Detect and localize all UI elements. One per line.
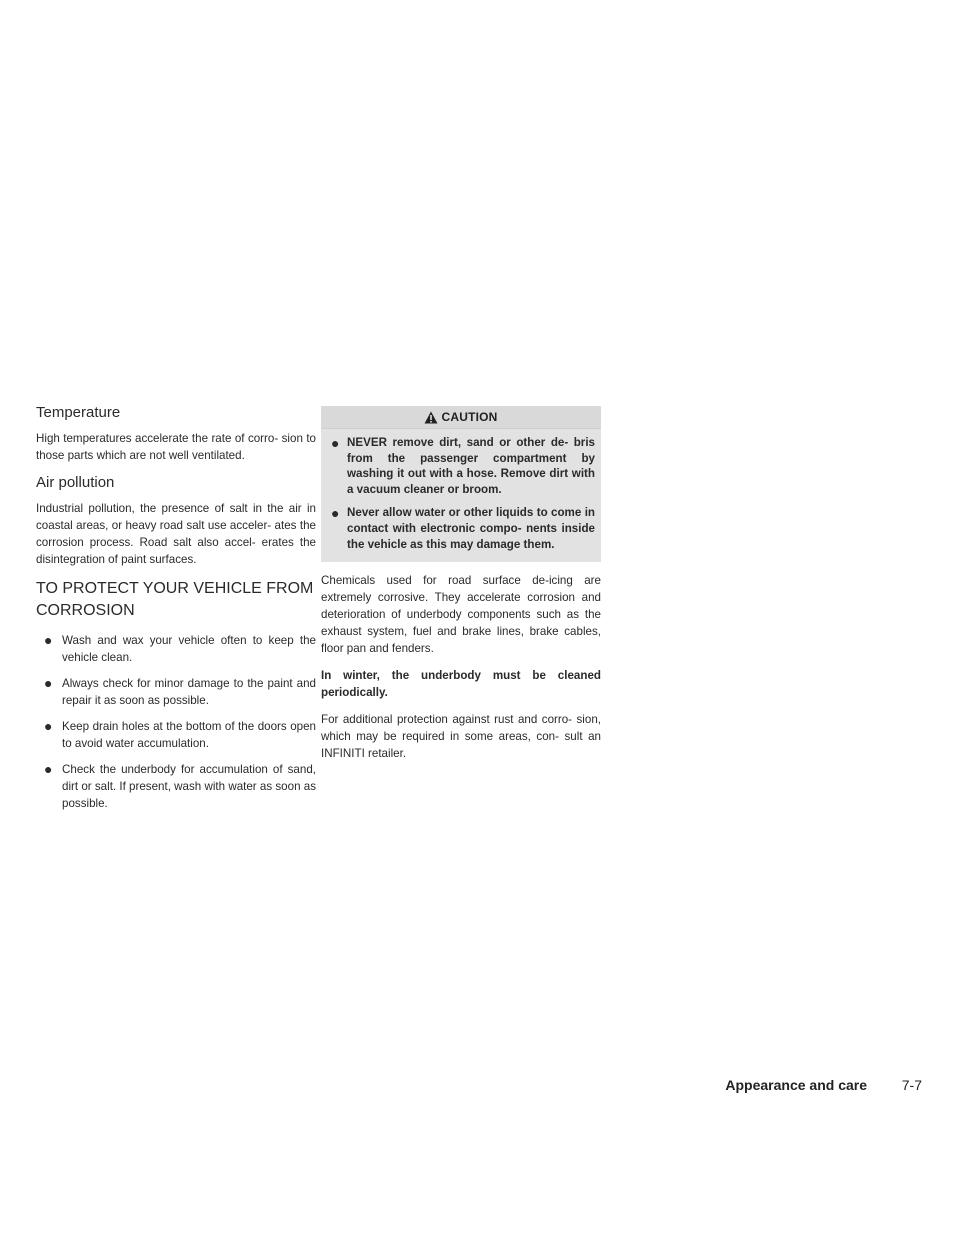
caution-list — [321, 435, 601, 552]
temperature-text: High temperatures accelerate the rate of corro- sion to those parts which are not well ventilated. — [36, 432, 316, 462]
protect-heading-line2: CORROSION — [36, 602, 135, 619]
caution-box — [321, 406, 601, 562]
list-item: ● Never allow water or other liquids to come in contact with electronic compo- nents inside the vehicle as this may damage them. — [331, 505, 595, 551]
air-pollution-heading: Air pollution — [36, 474, 115, 491]
list-item: ● Keep drain holes at the bottom of the doors open to avoid water accumulation. — [44, 718, 316, 750]
bullet-icon: ● — [44, 718, 53, 734]
bullet-icon: ● — [331, 505, 340, 522]
protect-heading — [36, 578, 316, 622]
winter-text: In winter, the underbody must be cleaned periodically. — [321, 669, 601, 700]
bullet-icon: ● — [44, 632, 53, 648]
list-item: ● Check the underbody for accumulation of sand, dirt or salt. If present, wash with water as soon as possible. — [44, 761, 316, 810]
protect-list — [36, 632, 316, 812]
footer-section-title: Appearance and care — [725, 1077, 867, 1093]
page-number: 7-7 — [901, 1077, 922, 1093]
temperature-heading: Temperature — [36, 404, 121, 421]
page-footer — [0, 1077, 960, 1097]
right-column — [321, 406, 601, 772]
list-item: ● Wash and wax your vehicle often to keep the vehicle clean. — [44, 632, 316, 664]
protect-heading-line1: TO PROTECT YOUR VEHICLE FROM — [36, 580, 314, 597]
list-item: ● NEVER remove dirt, sand or other de- bris from the passenger compartment by washing it out with a hose. Remove dirt with a vacuum cleaner or broom. — [331, 435, 595, 496]
chemicals-text: Chemicals used for road surface de-icing are extremely corrosive. They accelerate corrosion and deterioration of underbody components such as the exhaust system, fuel and brake lines, brake cables, floor pan and fenders. — [321, 574, 601, 656]
additional-text: For additional protection against rust and corro- sion, which may be required in some areas, con- sult an INFINITI retailer. — [321, 713, 601, 761]
list-item: ● Always check for minor damage to the paint and repair it as soon as possible. — [44, 675, 316, 707]
caution-label: CAUTION — [441, 410, 498, 424]
bullet-icon: ● — [44, 761, 53, 777]
bullet-icon: ● — [331, 435, 340, 451]
caution-header — [321, 406, 601, 429]
left-column — [36, 404, 316, 821]
bullet-icon: ● — [44, 675, 53, 691]
air-pollution-text: Industrial pollution, the presence of salt in the air in coastal areas, or heavy road salt use acceler- ates the corrosion process. Road salt also accel- erates the disintegration of paint surfaces. — [36, 502, 316, 566]
warning-triangle-icon — [424, 411, 438, 424]
